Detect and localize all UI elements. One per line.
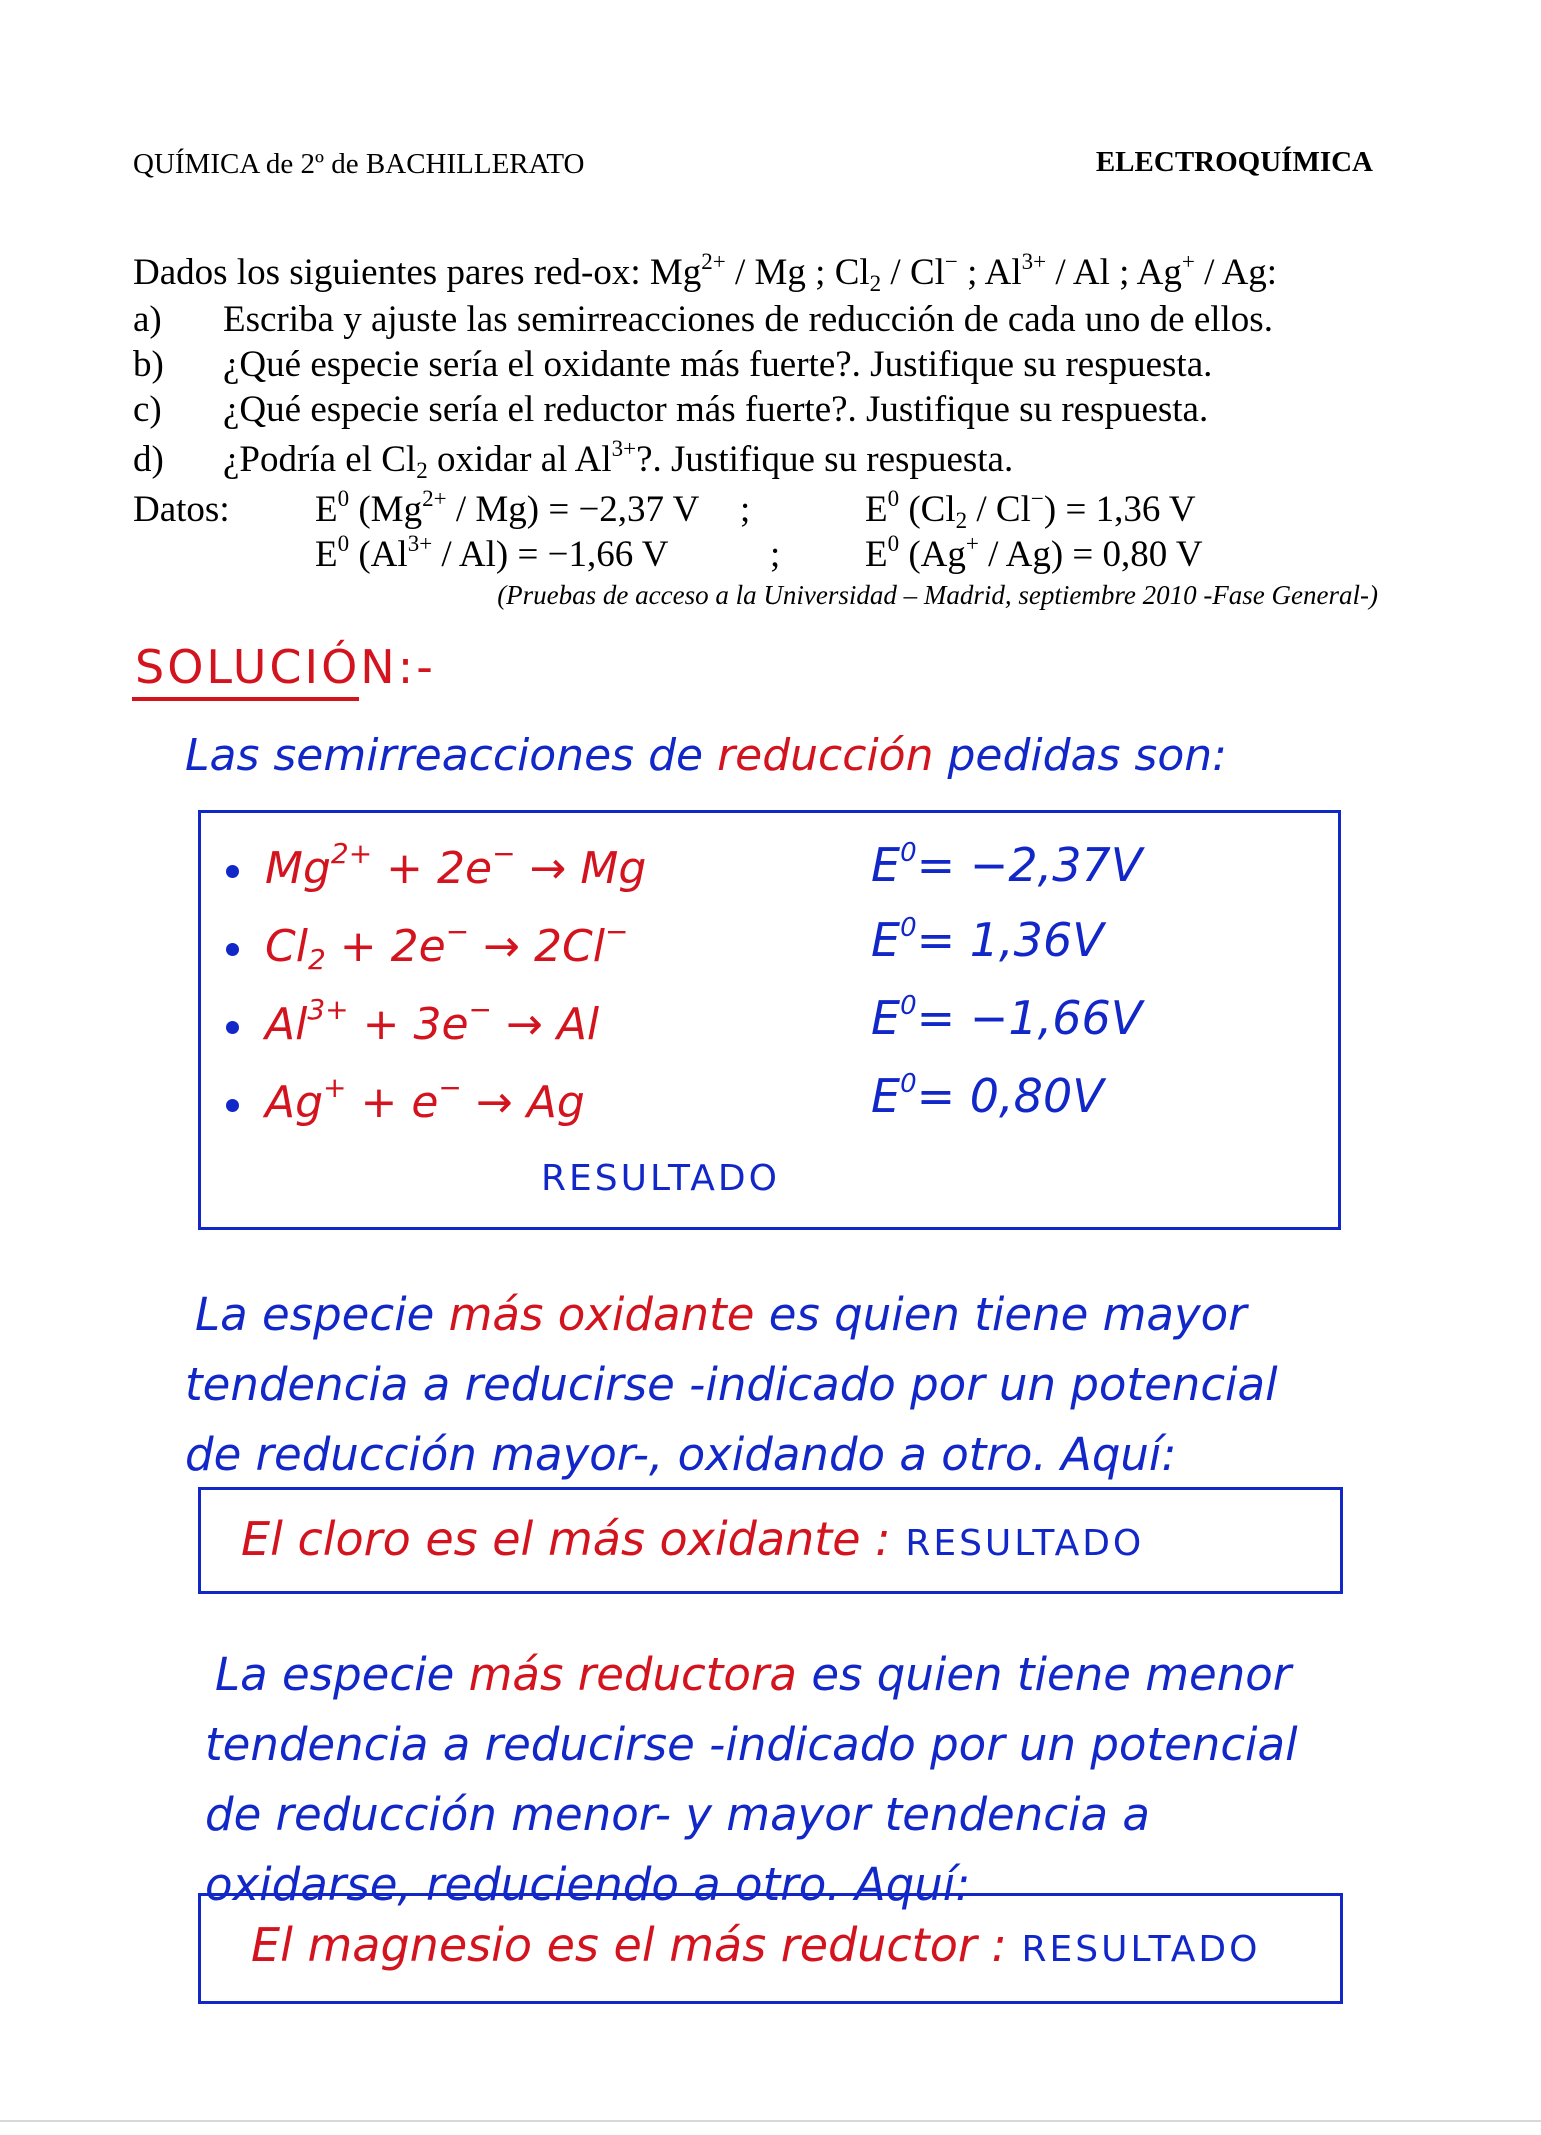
header-course: QUÍMICA de 2º de BACHILLERATO [133,148,585,180]
dato-ag: $E^0$ (Ag+ / Ag) = 0,80 V [865,531,1203,575]
dato-mg: $E^0$ $(Mg^{2+} / Mg) = -2,37$ V [315,486,700,530]
datos-label: Datos: [133,489,230,530]
oxidante-result-box [198,1487,1343,1594]
reductor-line-1 [215,1640,1298,1710]
reaction-eq: $Cl_2 + 2e^- \to 2Cl^-$ [265,915,629,976]
result-label: RESULTADO [905,1523,1145,1564]
reaction-mg [226,837,647,894]
question-b [133,343,1212,386]
bullet-icon [226,943,239,956]
reductor-line-3: de reducción menor- y mayor tendencia a [205,1788,1150,1841]
dato-al: $E^0$ $(Al^{3+} / Al) = -1,66$ V [315,531,669,575]
reductor-line-2: tendencia a reducirse -indicado por un potencial [205,1718,1298,1771]
page-edge-line [0,2120,1541,2122]
question-text: ¿Qué especie sería el reductor más fuerte?. Justifique su respuesta. [223,389,1209,430]
result-label: RESULTADO [541,1158,780,1199]
dato-separator: ; [740,489,751,530]
question-label: a) [133,299,162,340]
intro-part-b: reducción [717,730,934,781]
reactions-box [198,810,1341,1230]
oxidante-line-3: de reducción mayor-, oxidando a otro. Aquí: [185,1428,1177,1481]
question-d [133,438,1013,481]
oxidante-result-text: El cloro es el más oxidante : [241,1512,891,1566]
oxidante-line-2: tendencia a reducirse -indicado por un potencial [185,1358,1278,1411]
question-text: ¿Qué especie sería el oxidante más fuerte?. Justifique su respuesta. [223,344,1213,385]
reaction-al [226,993,600,1050]
question-a [133,298,1273,341]
reaction-eq: $Mg^{2+} + 2e^- \to Mg$ [265,837,647,894]
potential-cl: $E^0= 1,36V$ [871,913,1104,967]
question-label: c) [133,389,162,430]
potential-ag: $E^0= 0,80V$ [871,1069,1104,1123]
problem-intro-text: Dados los siguientes pares red-ox: $Mg^{2+}$ / Mg ; $Cl_2 / Cl^-$ ; $Al^{3+}$ / Al ; Ag+ / Ag: [133,249,1278,296]
highlight-span: más reductora [468,1648,798,1701]
problem-intro [133,250,1383,295]
reaction-eq: $Al^{3+} + 3e^- \to Al$ [265,993,600,1050]
text-span: La especie [215,1648,455,1701]
dato-separator: ; [770,534,781,575]
intro-part-c: pedidas son: [947,730,1227,781]
dato-cl: $E^0$ $(Cl_2 / Cl^-) = 1,36$ V [865,486,1196,533]
text-span: es quien tiene mayor [768,1288,1247,1341]
reaction-eq: Ag+ + e− → Ag [265,1071,585,1128]
potential-al: $E^0= -1,66V$ [871,991,1143,1045]
reductor-explanation [205,1640,1298,1920]
potential-mg: $E^0= -2,37V$ [871,838,1143,892]
solution-title: SOLUCIÓN:- [135,640,436,694]
text-span: La especie [195,1288,435,1341]
question-c [133,388,1208,431]
reductor-result [251,1918,1260,1972]
oxidante-result [241,1512,1144,1566]
bullet-icon [226,1021,239,1034]
text-span: es quien tiene menor [811,1648,1292,1701]
bullet-icon [226,1099,239,1112]
oxidante-explanation [185,1280,1278,1490]
intro-part-a: Las semirreacciones de [185,730,704,781]
source-citation: (Pruebas de acceso a la Universidad – Madrid, septiembre 2010 -Fase General-) [497,580,1378,610]
bullet-icon [226,865,239,878]
reductor-result-text: El magnesio es el más reductor : [251,1918,1007,1972]
question-label: b) [133,344,164,385]
reductor-result-box [198,1893,1343,2004]
highlight-span: más oxidante [448,1288,755,1341]
oxidante-line-1 [195,1280,1278,1350]
result-label: RESULTADO [1021,1929,1261,1970]
reaction-cl [226,915,629,976]
header-topic: ELECTROQUÍMICA [1095,146,1373,178]
question-label: d) [133,439,164,480]
question-text: Escriba y ajuste las semirreacciones de reducción de cada uno de ellos. [223,299,1273,340]
question-text: ¿Podría el $Cl_2$ oxidar al $Al^{3+}$?. Justifique su respuesta. [223,436,1014,483]
reductor-line-4: oxidarse, reduciendo a otro. Aquí: [205,1858,971,1911]
solution-intro [185,730,1227,781]
solution-title-underline [132,697,359,701]
reaction-ag [226,1071,585,1128]
